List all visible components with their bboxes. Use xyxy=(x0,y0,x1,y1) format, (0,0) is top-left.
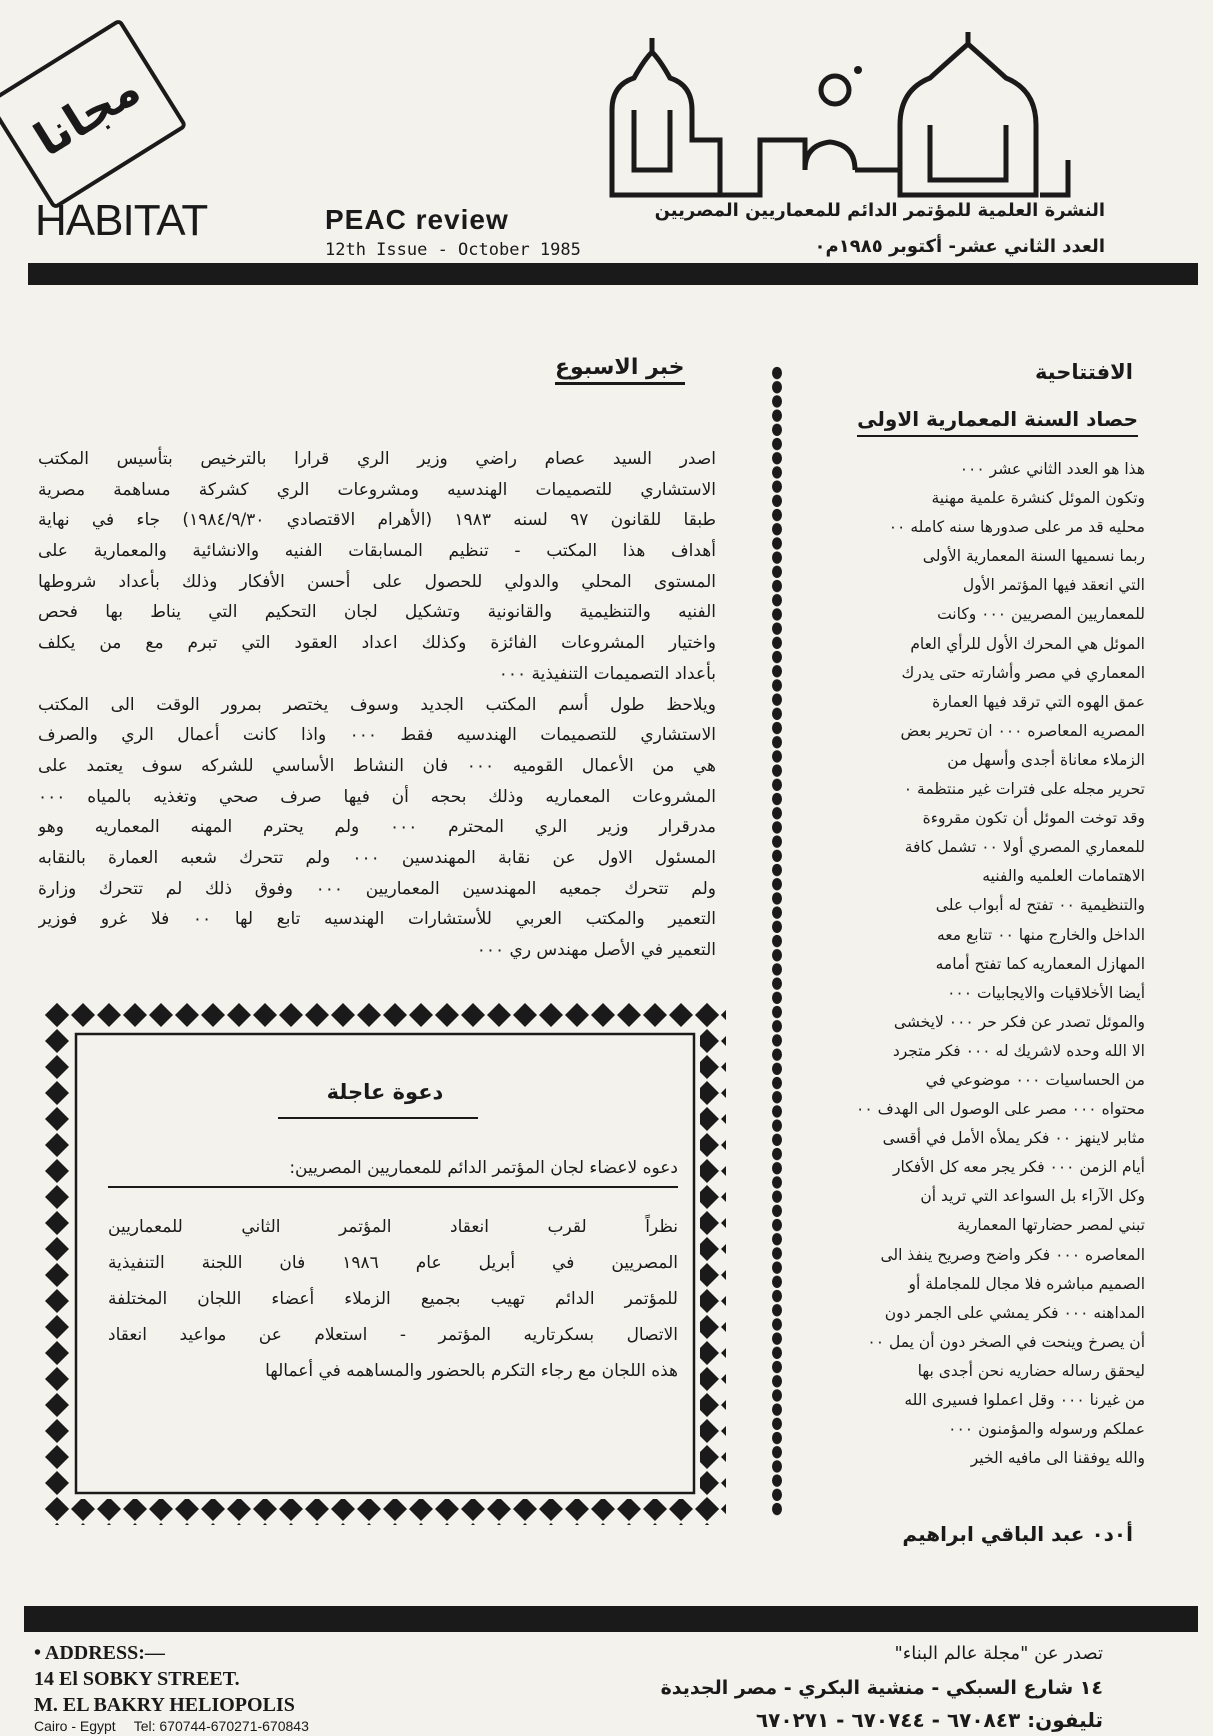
publisher-ar: تصدر عن "مجلة عالم البناء" xyxy=(894,1643,1103,1664)
invitation-line: للمؤتمر الدائم تهيب بجميع الزملاء أعضاء اللجان المختلفة xyxy=(108,1289,678,1309)
telephone-ar: تليفون: ٦٧٠٨٤٣ - ٦٧٠٧٤٤ - ٦٧٠٢٧١ xyxy=(755,1708,1103,1732)
news-line: اصدر السيد عصام راضي وزير الري قرارا بالترخيص بتأسيس المكتب xyxy=(38,449,716,469)
issue-line-ar: العدد الثاني عشر- أكتوبر ١٩٨٥م٠ xyxy=(814,236,1105,257)
news-line: الاستشاري للتصميمات الهندسيه فقط ٠٠٠ واذا كانت أعمال الري والصرف xyxy=(38,725,716,746)
invitation-line: المصريين في أبريل عام ١٩٨٦ فان اللجنة التنفيذية xyxy=(108,1253,678,1273)
editorial-line: ربما نسميها السنة المعمارية الأولى xyxy=(922,547,1145,566)
address-label: • ADDRESS:— xyxy=(34,1642,165,1664)
news-line: المستوى المحلي والدولي للحصول على أحسن الأفكار وذلك بأعداد شروطها xyxy=(38,571,716,592)
editorial-line: الموئل هي المحرك الأول للرأي العام xyxy=(910,634,1145,653)
news-line: مدرقرار وزير الري المحترم ٠٠٠ ولم يحترم المهنه المعماريه وهو xyxy=(38,817,716,838)
footer-divider xyxy=(24,1606,1198,1632)
invitation-line: الاتصال بسكرتاريه المؤتمر - استعلام عن مواعيد انعقاد xyxy=(108,1325,678,1345)
editorial-line: محتواه ٠٠٠ مصر على الوصول الى الهدف ٠٠ xyxy=(856,1100,1145,1119)
editorial-body xyxy=(815,455,1145,1473)
free-stamp: مجانا xyxy=(0,18,188,210)
news-line: واختيار المشروعات الفائزة وكذلك اعداد العقود التي تبرم مع من يكلف xyxy=(38,633,716,654)
editorial-line: مثابر لاينهز ٠٠ فكر يملأه الأمل في أقسى xyxy=(882,1129,1145,1148)
editorial-line: والله يوفقنا الى مافيه الخير xyxy=(970,1449,1145,1468)
editorial-header: الافتتاحية xyxy=(1034,360,1133,384)
editorial-line: الزملاء معاناة أجدى وأسهل من xyxy=(947,750,1145,769)
editorial-line: المعاصره ٠٠٠ فكر واضح وصريح ينفذ الى xyxy=(880,1245,1145,1264)
news-line: الفنيه والتنظيمية والقانونية وتشكيل لجان التحكيم التي يناط بها فحص xyxy=(38,602,716,623)
invitation-line: هذه اللجان مع رجاء التكرم بالحضور والمساهمه في أعمالها xyxy=(265,1361,678,1381)
editorial-line: وكل الآراء بل السواعد التي تريد أن xyxy=(920,1187,1145,1206)
masthead-divider xyxy=(28,263,1198,285)
editorial-line: للمعماريين المصريين ٠٠٠ وكانت xyxy=(937,605,1145,624)
editorial-line: أن يصرخ وينحت في الصخر دون أن يمل ٠٠ xyxy=(867,1332,1145,1351)
editorial-line: الا الله وحده لاشريك له ٠٠٠ فكر متجرد xyxy=(892,1041,1145,1060)
editorial-line: المصريه المعاصره ٠٠٠ ان تحرير بعض xyxy=(900,721,1145,740)
news-line: ولم تتحرك جمعيه المهندسين المعماريين ٠٠٠ وفوق ذلك لم تتحرك وزارة xyxy=(38,878,716,899)
editorial-line: هذا هو العدد الثاني عشر ٠٠٠ xyxy=(959,460,1145,478)
news-line: المشروعات المعماريه وذلك بحجه أن فيها صرف صحي وتغذيه بالمياه ٠٠٠ xyxy=(38,786,716,807)
habitat-wordmark: HABITAT xyxy=(35,196,208,245)
editorial-line: المهازل المعماريه كما تفتح أمامه xyxy=(935,954,1145,973)
news-line: هي من الأعمال القوميه ٠٠٠ فان النشاط الأساسي للشركه سوف يعتمد على xyxy=(38,755,716,776)
address-city-line xyxy=(34,1718,309,1734)
editorial-line: من غيرنا ٠٠٠ وقل اعملوا فسيرى الله xyxy=(904,1391,1145,1409)
editorial-line: والموئل تصدر عن فكر حر ٠٠٠ لايخشى xyxy=(893,1012,1145,1031)
editorial-line: الصميم مباشره فلا مجال للمجاملة أو xyxy=(908,1274,1145,1293)
telephone-en: Tel: 670744-670271-670843 xyxy=(133,1718,309,1734)
news-line: المسئول الاول عن نقابة المهندسين ٠٠٠ ولم تتحرك شعبه العمارة بالنقابه xyxy=(38,847,716,868)
address-district: M. EL BAKRY HELIOPOLIS xyxy=(34,1694,295,1716)
news-line: بأعداد التصميمات التنفيذية ٠٠٠ xyxy=(498,663,716,684)
column-divider-dots xyxy=(770,366,784,1516)
news-line: طبقا للقانون ٩٧ لسنه ١٩٨٣ (الأهرام الاقتصادي ١٩٨٤/٩/٣٠) جاء في نهاية xyxy=(38,510,716,531)
news-body xyxy=(38,444,716,966)
issue-line-en: 12th Issue - October 1985 xyxy=(325,240,581,260)
editorial-line: تبني لمصر حضارتها المعمارية xyxy=(957,1216,1145,1235)
editorial-line: التي انعقد فيها المؤتمر الأول xyxy=(962,576,1145,595)
editorial-line: من الحساسيات ٠٠٠ موضوعي في xyxy=(925,1070,1145,1089)
invitation-body xyxy=(108,1209,678,1389)
editorial-title: حصاد السنة المعمارية الاولى xyxy=(857,407,1138,437)
editorial-line: الداخل والخارج منها ٠٠ تتابع معه xyxy=(936,925,1145,944)
mosque-logo xyxy=(600,30,1080,200)
editorial-line: تحرير مجله على فترات غير منتظمة ٠ xyxy=(903,780,1145,799)
invitation-line: نظراً لقرب انعقاد المؤتمر الثاني للمعماريين xyxy=(108,1217,678,1237)
news-line: ويلاحظ طول أسم المكتب الجديد وسوف يختصر بمرور الوقت الى المكتب xyxy=(38,694,716,715)
news-line: أهداف هذا المكتب - تنظيم المسابقات الفنيه والانشائية والمعمارية على xyxy=(38,541,716,562)
address-ar: ١٤ شارع السبكي - منشية البكري - مصر الجديدة xyxy=(660,1677,1103,1699)
editorial-line: المعماري في مصر وأشارته حتى يدرك xyxy=(901,663,1145,682)
address-city: Cairo - Egypt xyxy=(34,1718,116,1734)
invitation-lead: دعوه لاعضاء لجان المؤتمر الدائم للمعماريين المصريين: xyxy=(108,1158,678,1188)
editorial-line: أيام الزمن ٠٠٠ فكر يجر معه كل الأفكار xyxy=(892,1158,1145,1177)
editorial-line: والتنظيمية ٠٠ تفتح له أبواب على xyxy=(935,896,1145,915)
invitation-title: دعوة عاجلة xyxy=(326,1080,444,1104)
editorial-line: وقد توخت الموئل أن تكون مقروءة xyxy=(922,809,1145,828)
news-line: التعمير والمكتب العربي للأستشارات الهندسيه تابع لها ٠٠ فلا غرو فوزير xyxy=(38,909,716,930)
editorial-signature: أ٠د٠ عبد الباقي ابراهيم xyxy=(902,1522,1133,1546)
publication-title-en: PEAC review xyxy=(325,204,509,235)
news-header: خبر الاسبوع xyxy=(555,355,685,385)
editorial-line: للمعماري المصري أولا ٠٠ تشمل كافة xyxy=(904,838,1145,857)
logo-text xyxy=(600,30,601,31)
editorial-line: عمق الهوه التي ترقد فيها العمارة xyxy=(932,692,1145,711)
editorial-line: المداهنه ٠٠٠ فكر يمشي على الجمر دون xyxy=(884,1303,1145,1322)
publication-subtitle-ar: النشرة العلمية للمؤتمر الدائم للمعماريين المصريين xyxy=(654,200,1105,221)
editorial-line: محليه قد مر على صدورها سنه كامله ٠٠ xyxy=(888,518,1145,537)
editorial-line: ليحقق رساله حضاريه نحن أجدى بها xyxy=(917,1361,1145,1380)
address-street: 14 El SOBKY STREET. xyxy=(34,1668,240,1690)
news-line: الاستشاري للتصميمات الهندسيه ومشروعات الري كشركة مساهمة مصرية xyxy=(38,479,716,500)
editorial-line: عملكم ورسوله والمؤمنون ٠٠٠ xyxy=(948,1420,1145,1439)
invitation-title-underline xyxy=(278,1117,478,1119)
news-line: التعمير في الأصل مهندس ري ٠٠٠ xyxy=(476,940,716,960)
editorial-line: وتكون الموئل كنشرة علمية مهنية xyxy=(931,489,1145,508)
editorial-line: أيضا الأخلاقيات والايجابيات ٠٠٠ xyxy=(947,983,1145,1002)
editorial-line: الاهتمامات العلميه والفنيه xyxy=(982,867,1145,886)
